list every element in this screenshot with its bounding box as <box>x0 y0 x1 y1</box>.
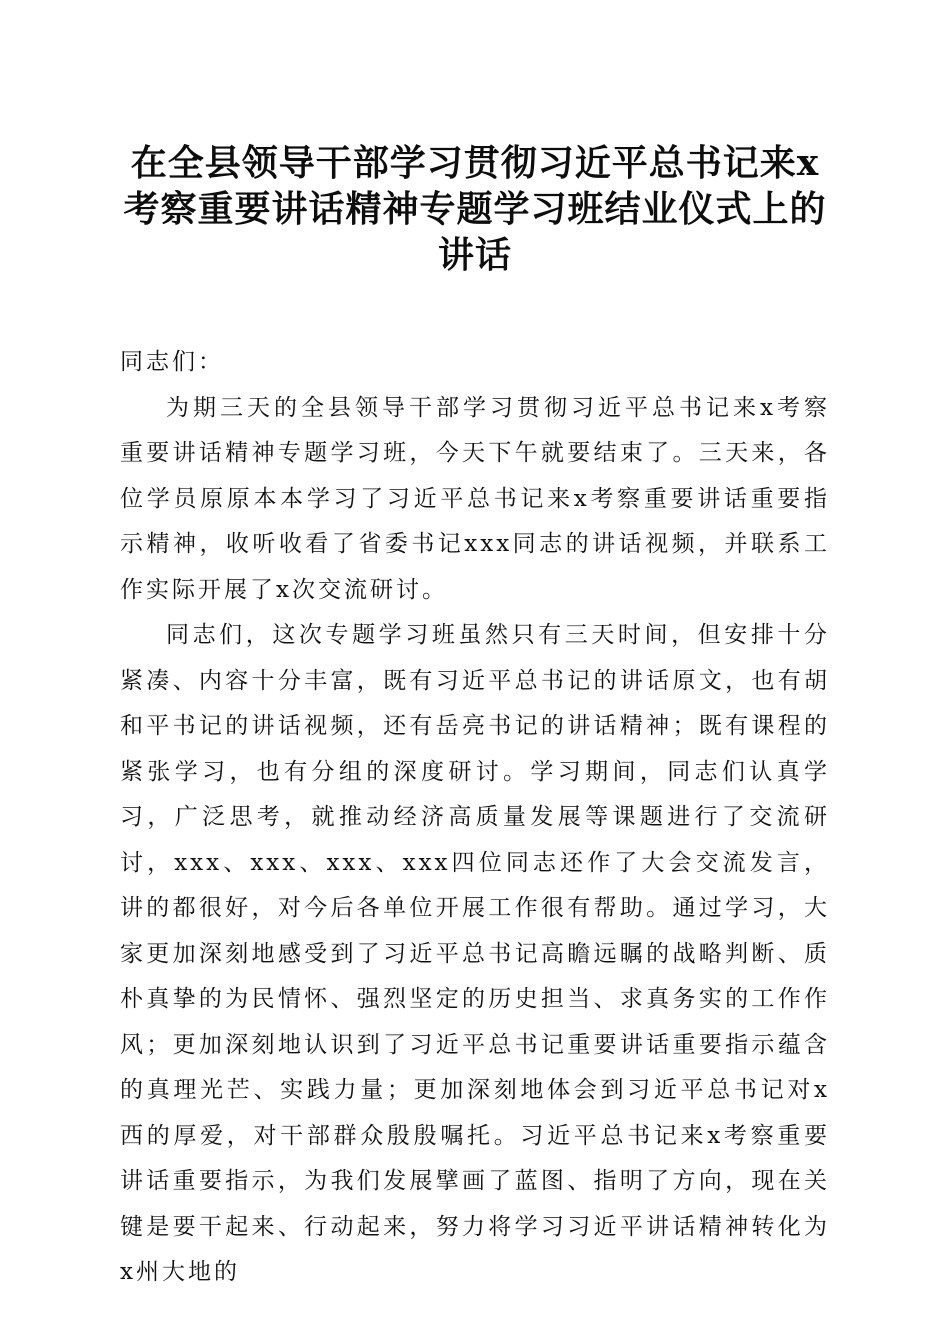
document-body <box>120 340 830 1296</box>
paragraph-2: 同志们，这次专题学习班虽然只有三天时间，但安排十分紧凑、内容十分丰富，既有习近平总书记的讲话原文，也有胡和平书记的讲话视频，还有岳亮书记的讲话精神；既有课程的紧张学习，也有分组的深度研讨。学习期间，同志们认真学习，广泛思考，就推动经济高质量发展等课题进行了交流研讨，xxx、xxx、xxx、xxx四位同志还作了大会交流发言，讲的都很好，对今后各单位开展工作很有帮助。通过学习，大家更加深刻地感受到了习近平总书记高瞻远瞩的战略判断、质朴真挚的为民情怀、强烈坚定的历史担当、求真务实的工作作风；更加深刻地认识到了习近平总书记重要讲话重要指示蕴含的真理光芒、实践力量；更加深刻地体会到习近平总书记对x西的厚爱，对干部群众殷殷嘱托。习近平总书记来x考察重要讲话重要指示，为我们发展擘画了蓝图、指明了方向，现在关键是要干起来、行动起来，努力将学习习近平讲话精神转化为x州大地的 <box>120 622 830 1285</box>
salutation: 同志们： <box>120 349 224 375</box>
paragraph-1: 为期三天的全县领导干部学习贯彻习近平总书记来x考察重要讲话精神专题学习班，今天下午就要结束了。三天来，各位学员原原本本学习了习近平总书记来x考察重要讲话重要指示精神，收听收看了省委书记xxx同志的讲话视频，并联系工作实际开展了x次交流研讨。 <box>120 394 830 603</box>
document-title: 在全县领导干部学习贯彻习近平总书记来x考察重要讲话精神专题学习班结业仪式上的讲话 <box>123 142 827 276</box>
